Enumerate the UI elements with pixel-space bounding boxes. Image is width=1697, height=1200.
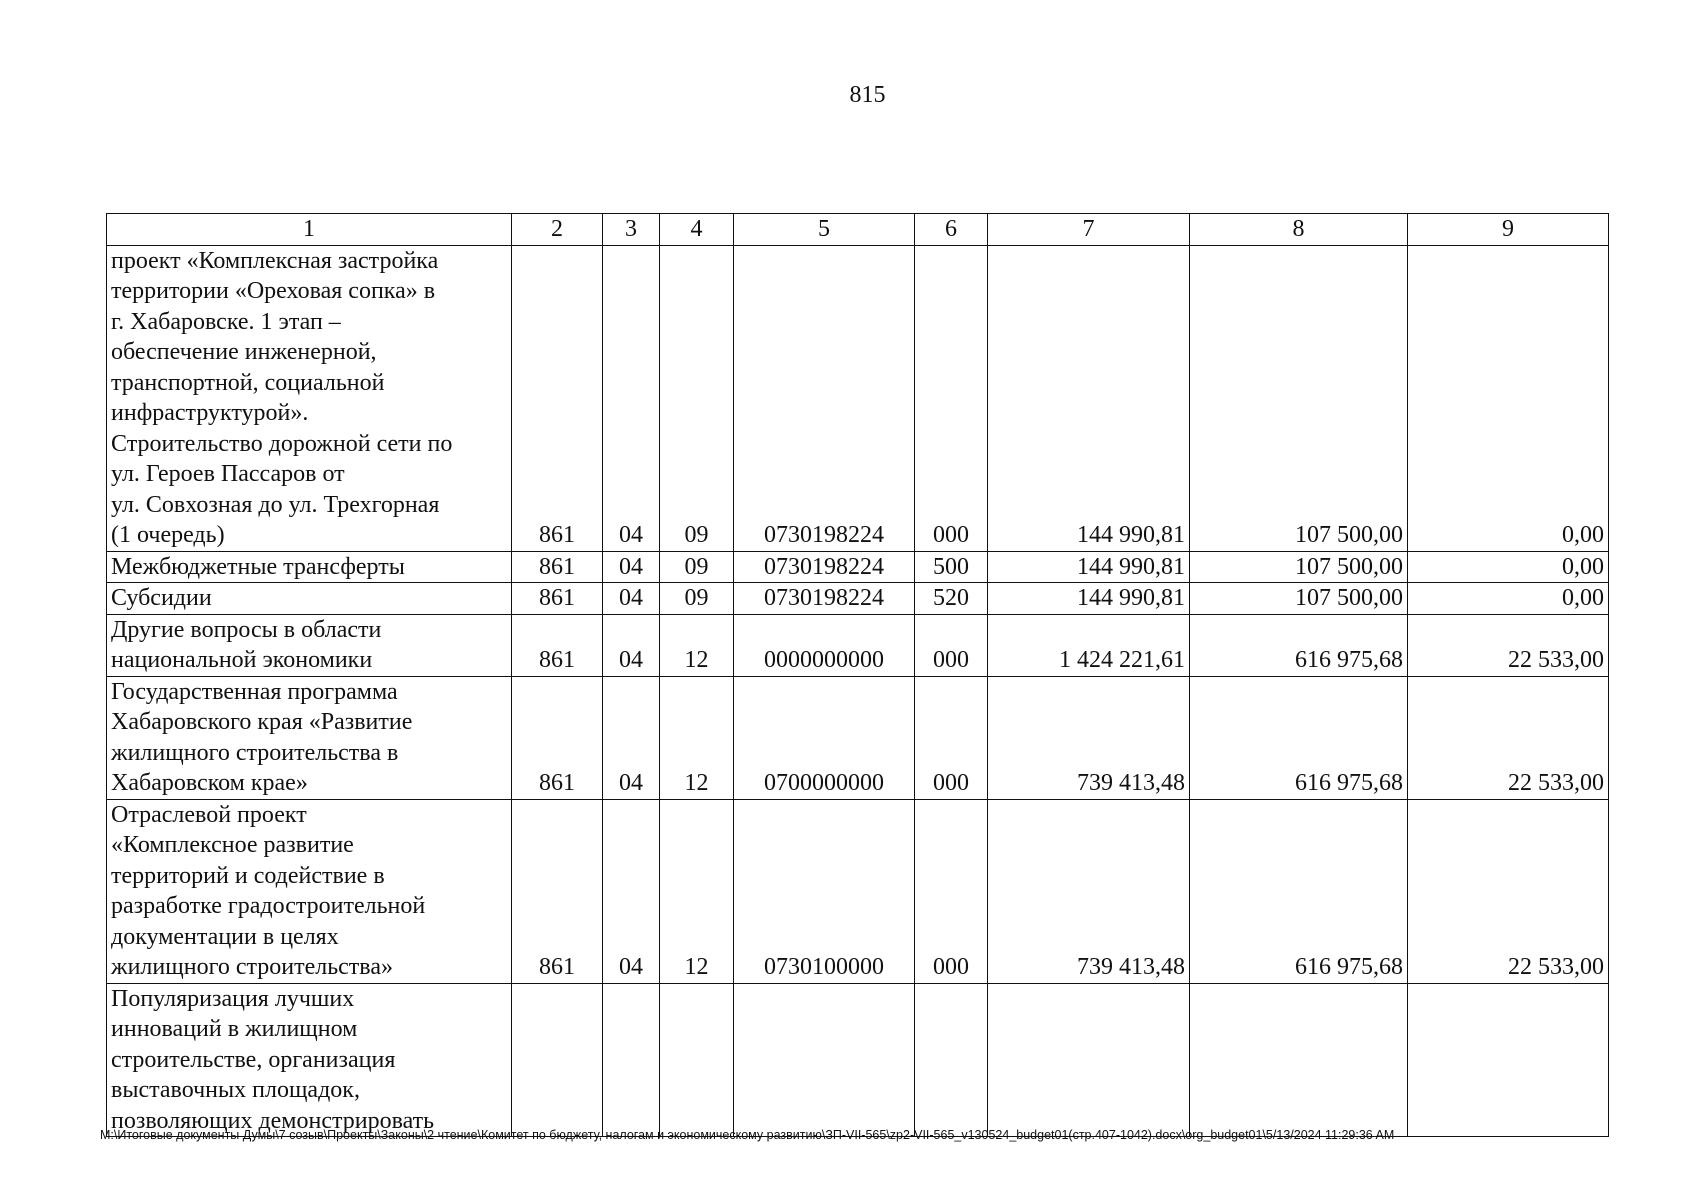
cell-admin-code: 861 bbox=[512, 551, 603, 583]
cell-subsection bbox=[660, 983, 734, 1137]
table-row bbox=[107, 799, 1609, 983]
table-row bbox=[107, 614, 1609, 676]
description-line: выставочных площадок, bbox=[111, 1077, 360, 1103]
description-line: жилищного строительства» bbox=[111, 954, 393, 980]
column-header: 6 bbox=[915, 214, 988, 246]
cell-target-article bbox=[734, 983, 915, 1137]
table-row bbox=[107, 676, 1609, 799]
cell-amount-9: 22 533,00 bbox=[1408, 799, 1609, 983]
cell-amount-9: 22 533,00 bbox=[1408, 676, 1609, 799]
cell-amount-8: 616 975,68 bbox=[1190, 614, 1408, 676]
description-line: Другие вопросы в области bbox=[111, 616, 382, 643]
header-row bbox=[107, 214, 1609, 246]
description-line: (1 очередь) bbox=[111, 522, 225, 548]
description-line: «Комплексное развитие bbox=[111, 832, 354, 858]
cell-section: 04 bbox=[603, 799, 660, 983]
cell-expense-type: 000 bbox=[915, 676, 988, 799]
cell-target-article: 0700000000 bbox=[734, 676, 915, 799]
description-line: Отраслевой проект bbox=[111, 801, 307, 828]
cell-target-article: 0730198224 bbox=[734, 583, 915, 615]
table-row bbox=[107, 583, 1609, 615]
cell-amount-8: 616 975,68 bbox=[1190, 799, 1408, 983]
cell-admin-code: 861 bbox=[512, 245, 603, 551]
cell-admin-code: 861 bbox=[512, 799, 603, 983]
description-line: г. Хабаровске. 1 этап – bbox=[111, 308, 341, 335]
column-header: 5 bbox=[734, 214, 915, 246]
cell-amount-8: 616 975,68 bbox=[1190, 676, 1408, 799]
cell-amount-7: 739 413,48 bbox=[988, 676, 1190, 799]
description-line: Хабаровского края «Развитие bbox=[111, 709, 413, 735]
description-line: Хабаровском крае» bbox=[111, 770, 308, 796]
description-line: обеспечение инженерной, bbox=[111, 339, 377, 365]
description-line: национальной экономики bbox=[111, 647, 373, 673]
cell-subsection: 09 bbox=[660, 583, 734, 615]
budget-table bbox=[106, 213, 1609, 1137]
row-description bbox=[107, 676, 512, 799]
row-description bbox=[107, 614, 512, 676]
cell-amount-9: 22 533,00 bbox=[1408, 614, 1609, 676]
cell-subsection: 12 bbox=[660, 614, 734, 676]
cell-expense-type: 000 bbox=[915, 799, 988, 983]
cell-subsection: 09 bbox=[660, 551, 734, 583]
cell-amount-8: 107 500,00 bbox=[1190, 245, 1408, 551]
description-line: документации в целях bbox=[111, 923, 339, 950]
cell-amount-7: 144 990,81 bbox=[988, 551, 1190, 583]
cell-amount-9: 0,00 bbox=[1408, 583, 1609, 615]
description-line: инфраструктурой». bbox=[111, 400, 309, 426]
cell-amount-7 bbox=[988, 983, 1190, 1137]
cell-amount-7: 144 990,81 bbox=[988, 583, 1190, 615]
column-header: 9 bbox=[1408, 214, 1609, 246]
description-line: проект «Комплексная застройка bbox=[111, 247, 439, 274]
cell-amount-7: 1 424 221,61 bbox=[988, 614, 1190, 676]
column-header: 4 bbox=[660, 214, 734, 246]
cell-amount-8: 107 500,00 bbox=[1190, 583, 1408, 615]
cell-section: 04 bbox=[603, 614, 660, 676]
table-row bbox=[107, 551, 1609, 583]
cell-section: 04 bbox=[603, 676, 660, 799]
description-line: жилищного строительства в bbox=[111, 739, 399, 766]
description-line: позволяющих демонстрировать bbox=[111, 1107, 435, 1134]
cell-subsection: 12 bbox=[660, 799, 734, 983]
description-line: территорий и содействие в bbox=[111, 862, 385, 889]
cell-amount-9: 0,00 bbox=[1408, 551, 1609, 583]
description-line: Государственная программа bbox=[111, 678, 398, 705]
description-line: Субсидии bbox=[111, 585, 212, 611]
cell-admin-code: 861 bbox=[512, 614, 603, 676]
table-row bbox=[107, 245, 1609, 551]
description-line: ул. Совхозная до ул. Трехгорная bbox=[111, 491, 440, 518]
cell-section: 04 bbox=[603, 245, 660, 551]
cell-amount-9 bbox=[1408, 983, 1609, 1137]
cell-section: 04 bbox=[603, 551, 660, 583]
row-description bbox=[107, 551, 512, 583]
cell-amount-7: 144 990,81 bbox=[988, 245, 1190, 551]
cell-expense-type: 000 bbox=[915, 614, 988, 676]
cell-subsection: 12 bbox=[660, 676, 734, 799]
description-line: инноваций в жилищном bbox=[111, 1016, 358, 1042]
cell-expense-type: 500 bbox=[915, 551, 988, 583]
cell-target-article: 0730100000 bbox=[734, 799, 915, 983]
cell-section bbox=[603, 983, 660, 1137]
description-line: транспортной, социальной bbox=[111, 369, 385, 396]
cell-amount-8 bbox=[1190, 983, 1408, 1137]
cell-admin-code: 861 bbox=[512, 676, 603, 799]
file-path-footer: M:\Итоговые документы Думы\7 созыв\Проекты\Законы\2 чтение\Комитет по бюджету, налогам и экономическому развитию\ЗП-VII-565\zp2-VII-565_v130524_budget01(стр.407-1042).docx\org_budget01\5/13/2024 11:29:36 AM bbox=[100, 1128, 1395, 1142]
cell-amount-7: 739 413,48 bbox=[988, 799, 1190, 983]
cell-section: 04 bbox=[603, 583, 660, 615]
cell-admin-code bbox=[512, 983, 603, 1137]
cell-expense-type: 520 bbox=[915, 583, 988, 615]
column-header: 7 bbox=[988, 214, 1190, 246]
description-line: строительстве, организация bbox=[111, 1046, 396, 1073]
column-header: 1 bbox=[107, 214, 512, 246]
cell-target-article: 0730198224 bbox=[734, 245, 915, 551]
column-header: 2 bbox=[512, 214, 603, 246]
column-header: 3 bbox=[603, 214, 660, 246]
description-line: разработке градостроительной bbox=[111, 893, 426, 919]
cell-target-article: 0730198224 bbox=[734, 551, 915, 583]
cell-target-article: 0000000000 bbox=[734, 614, 915, 676]
table-row bbox=[107, 983, 1609, 1137]
row-description bbox=[107, 983, 512, 1137]
cell-admin-code: 861 bbox=[512, 583, 603, 615]
cell-subsection: 09 bbox=[660, 245, 734, 551]
cell-expense-type bbox=[915, 983, 988, 1137]
description-line: Строительство дорожной сети по bbox=[111, 430, 453, 457]
description-line: Межбюджетные трансферты bbox=[111, 553, 405, 580]
row-description bbox=[107, 245, 512, 551]
cell-expense-type: 000 bbox=[915, 245, 988, 551]
row-description bbox=[107, 583, 512, 615]
cell-amount-8: 107 500,00 bbox=[1190, 551, 1408, 583]
description-line: Популяризация лучших bbox=[111, 985, 355, 1012]
page-number: 815 bbox=[849, 82, 886, 108]
row-description bbox=[107, 799, 512, 983]
cell-amount-9: 0,00 bbox=[1408, 245, 1609, 551]
description-line: ул. Героев Пассаров от bbox=[111, 461, 345, 487]
description-line: территории «Ореховая сопка» в bbox=[111, 278, 436, 304]
column-header: 8 bbox=[1190, 214, 1408, 246]
